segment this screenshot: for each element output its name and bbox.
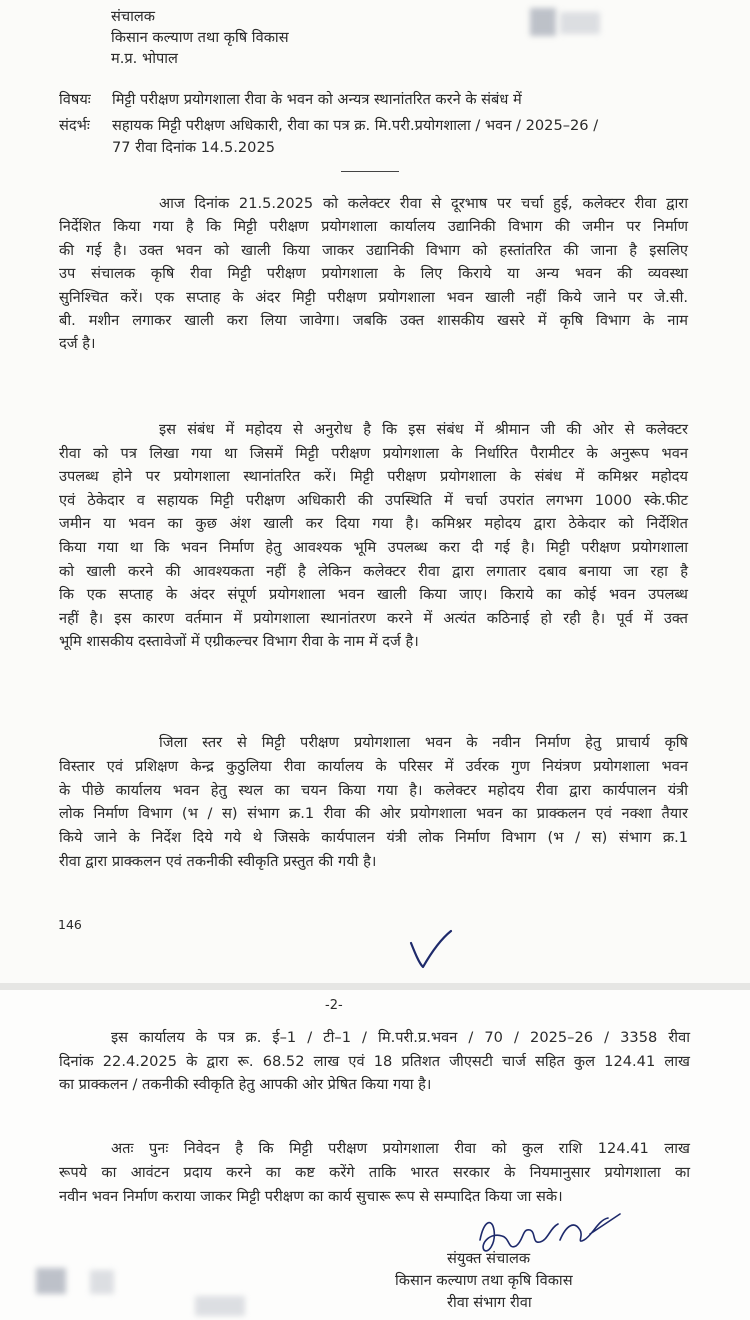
paragraph2-line: इस संबंध में महोदय से अनुरोध है कि इस संबंध में श्रीमान जी की ओर से कलेक्टर [159,421,688,438]
paragraph5-line: नवीन भवन निर्माण कराया जाकर मिट्टी परीक्षण का कार्य सुचारू रूप से सम्पादित किया जा सके। [59,1188,563,1205]
reference-label: संदर्भः [59,117,90,134]
signatory-location: रीवा संभाग रीवा [447,1294,532,1311]
paragraph3-line: किये जाने के निर्देश दिये गये थे जिसके कार्यपालन यंत्री लोक निर्माण विभाग (भ / स) संभाग क्र.1 [59,829,688,847]
addressee-line-1: संचालक [111,8,156,25]
paragraph2-line: रीवा को पत्र लिखा गया था जिसमें मिट्टी परीक्षण प्रयोगशाला के निर्धारित पैरामीटर के अनुरूप भवन [59,444,688,462]
redacted-area-bottom-2 [90,1270,114,1294]
redacted-area-top-2 [560,12,600,34]
subject-text: मिट्टी परीक्षण प्रयोगशाला रीवा के भवन को अन्यत्र स्थानांतरित करने के संबंध में [112,91,522,108]
paragraph1-line: दर्ज है। [59,335,96,353]
page-1-footer-number: 146 [58,917,82,932]
signatory-office: किसान कल्याण तथा कृषि विकास [395,1272,573,1289]
signatory-title: संयुक्त संचालक [447,1250,531,1267]
paragraph1-line: बी. मशीन लगाकर खाली करा लिया जावेगा। जबकि उक्त शासकीय खसरे में कृषि विभाग के नाम [59,312,688,329]
paragraph3-line: विस्तार एवं प्रशिक्षण केन्द्र कुठुलिया रीवा कार्यालय के परिसर में उर्वरक गुण नियंत्रण प्रयोगशाला भवन [59,757,688,775]
paragraph2-line: उपलब्ध होने पर प्रयोगशाला स्थानांतरित करें। मिट्टी परीक्षण प्रयोगशाला के संबंध में कमिश्नर महोदय [59,468,688,486]
separator-dash [341,171,399,172]
paragraph4-line: का प्राक्कलन / तकनीकी स्वीकृति हेतु आपकी ओर प्रेषित किया गया है। [59,1076,432,1093]
paragraph3-line: रीवा द्वारा प्राक्कलन एवं तकनीकी स्वीकृति प्रस्तुत की गयी है। [59,853,377,870]
paragraph1-line: उप संचालक कृषि रीवा मिट्टी परीक्षण प्रयोगशाला के लिए किराये या अन्य भवन की व्यवस्था [59,265,688,283]
paragraph1-line: सुनिश्चित करें। एक सप्ताह के अंदर मिट्टी परीक्षण प्रयोगशाला भवन खाली नहीं किये जाने पर जे.सी. [59,288,688,306]
paragraph3-line: लोक निर्माण विभाग (भ / स) संभाग क्र.1 रीवा की ओर प्रयोगशाला भवन का प्राक्कलन एवं नक्शा तैयार [59,805,688,823]
paragraph3-line: के पीछे कार्यालय भवन हेतु स्थल का चयन किया गया है। कलेक्टर महोदय रीवा द्वारा कार्यपालन यंत्री [59,781,688,799]
paragraph2-line: एवं ठेकेदार व सहायक मिट्टी परीक्षण अधिकारी की उपस्थिति में चर्चा उपरांत लगभग 1000 स्के.फीट [59,491,688,509]
paragraph2-line: जमीन या भवन का कुछ अंश खाली कर दिया गया है। कमिश्नर महोदय द्वारा ठेकेदार को निर्देशित [59,515,688,533]
paragraph5-line: रूपये का आवंटन प्रदाय करने का कष्ट करेंगे ताकि भारत सरकार के नियमानुसार प्रयोगशाला का [59,1164,690,1181]
checkmark-icon [405,925,455,975]
paragraph1-line: निर्देशित किया गया है कि मिट्टी परीक्षण प्रयोगशाला कार्यालय उद्यानिकी विभाग की जमीन पर निर्माण [59,218,688,236]
paragraph4-line: दिनांक 22.4.2025 के द्वारा रू. 68.52 लाख एवं 18 प्रतिशत जीएसटी चार्ज सहित कुल 124.41 लाख [59,1052,690,1070]
reference-line-1: सहायक मिट्टी परीक्षण अधिकारी, रीवा का पत्र क्र. मि.परी.प्रयोगशाला / भवन / 2025–26 / [112,117,599,134]
subject-label: विषयः [59,91,91,108]
addressee-line-3: म.प्र. भोपाल [111,50,178,67]
paragraph5-line: अतः पुनः निवेदन है कि मिट्टी परीक्षण प्रयोगशाला रीवा को कुल राशि 124.41 लाख [111,1140,690,1157]
paragraph2-line: भूमि शासकीय दस्तावेजों में एग्रीकल्चर विभाग रीवा के नाम में दर्ज है। [59,633,419,651]
paragraph2-line: किया गया था कि भवन निर्माण हेतु आवश्यक भूमि उपलब्ध करा दी गई है। मिट्टी परीक्षण प्रयोगशाला [59,539,688,556]
paragraph2-line: नहीं है। इस कारण वर्तमान में प्रयोगशाला स्थानांतरण करने में अत्यंत कठिनाई हो रही है। पूर्व में उक्त [59,609,688,627]
redacted-area-top [530,8,556,36]
paragraph1-line: आज दिनांक 21.5.2025 को कलेक्टर रीवा से दूरभाष पर चर्चा हुई, कलेक्टर रीवा द्वारा [159,195,688,212]
paragraph4-line: इस कार्यालय के पत्र क्र. ई–1 / टी–1 / मि.परी.प्र.भवन / 70 / 2025–26 / 3358 रीवा [111,1029,690,1046]
reference-line-2: 77 रीवा दिनांक 14.5.2025 [112,139,276,156]
paragraph3-line: जिला स्तर से मिट्टी परीक्षण प्रयोगशाला भवन के नवीन निर्माण हेतु प्राचार्य कृषि [159,734,688,751]
redacted-area-bottom [36,1268,66,1294]
paragraph1-line: की गई है। उक्त भवन को खाली किया जाकर उद्यानिकी विभाग को हस्तांतरित की जाना है इसलिए [59,241,688,259]
page-2-number: -2- [325,998,343,1013]
redacted-area-bottom-3 [195,1296,245,1316]
addressee-line-2: किसान कल्याण तथा कृषि विकास [111,29,289,46]
paragraph2-line: कि एक सप्ताह के अंदर संपूर्ण प्रयोगशाला भवन खाली किया जाए। किराये का कोई भवन उपलब्ध [59,586,688,604]
paragraph2-line: को खाली करने की आवश्यकता नहीं है लेकिन कलेक्टर रीवा द्वारा लगातार दबाव बनाया जा रहा है [59,562,688,580]
